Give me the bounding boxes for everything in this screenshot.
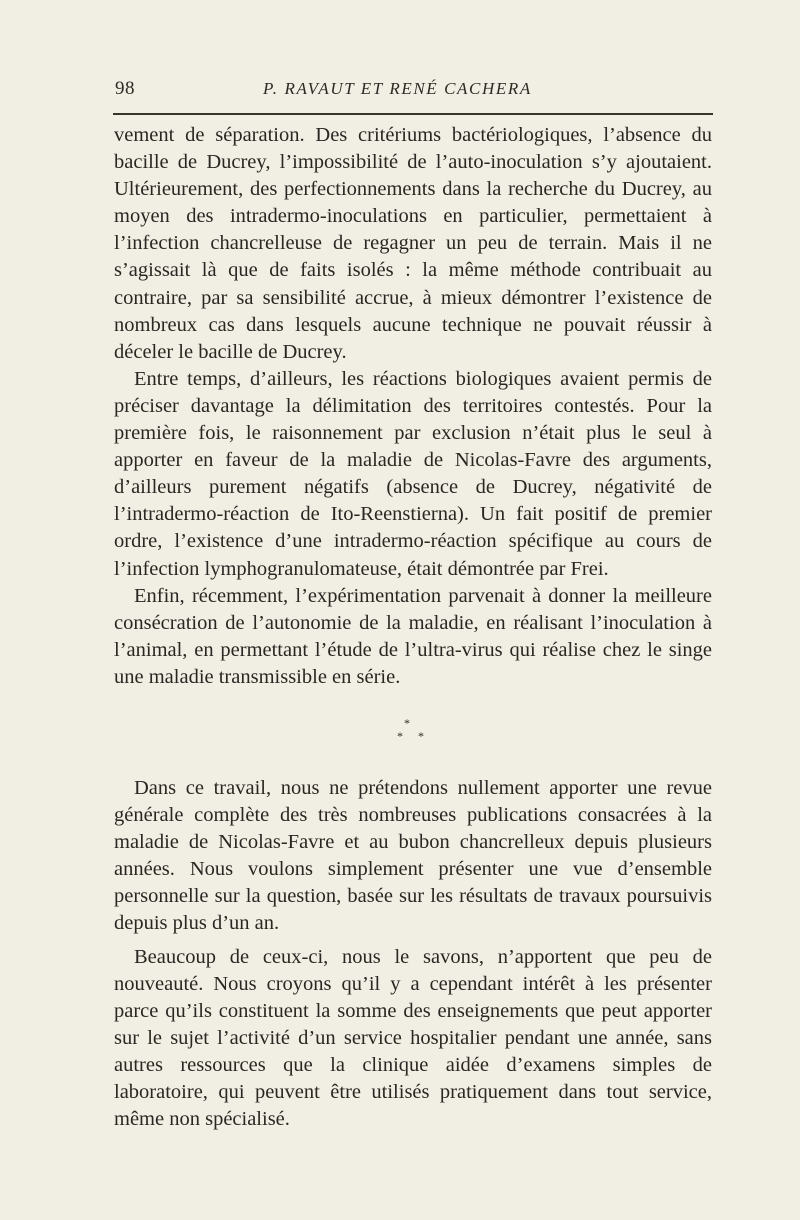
page-number: 98 bbox=[115, 78, 135, 99]
paragraph-5: Beaucoup de ceux-ci, nous le savons, n’apportent que peu de nouveauté. Nous croyons qu’il y a cependant intérêt à les présenter parce qu’ils constituent la somme des enseignements que peut apporter sur le sujet l’activité d’un service hospitalier pendant une année, sans autres ressources que la clinique aidée d’examens simples de laboratoire, qui peuvent être utilisés pratiquement dans tout service, même non spécialisé. bbox=[114, 945, 712, 1131]
page-header bbox=[113, 76, 713, 104]
asterism-top: * bbox=[404, 715, 410, 730]
paragraph-3: Enfin, récemment, l’expérimentation parvenait à donner la meilleure consécration de l’autonomie de la maladie, en réalisant l’inoculation à l’animal, en permettant l’étude de l’ultra-virus qui réalise chez le singe une maladie transmissible en série. bbox=[114, 584, 712, 688]
header-rule bbox=[113, 113, 713, 115]
running-head: P. RAVAUT ET RENÉ CACHERA bbox=[263, 79, 532, 98]
body-text bbox=[114, 122, 712, 1133]
paragraph-1: vement de séparation. Des critériums bactériologiques, l’absence du bacille de Ducrey, l’impossibilité de l’auto-inoculation s’y ajoutaient. Ultérieurement, des perfectionnements dans la recherche du Ducrey, au moyen des intradermo-inoculations en particulier, permettaient à l’infection chancrelleuse de regagner un peu de terrain. Mais il ne s’agissait là que de faits isolés : la même méthode contribuait au contraire, par sa sensibilité accrue, à mieux démontrer l’existence de nombreux cas dans lesquels aucune technique ne pouvait réussir à déceler le bacille de Ducrey. bbox=[114, 124, 712, 363]
paragraph-4: Dans ce travail, nous ne prétendons nullement apporter une revue générale complète des très nombreuses publications consacrées à la maladie de Nicolas-Favre et au bubon chancrelleux depuis plusieurs années. Nous voulons simplement présenter une vue d’ensemble personnelle sur la question, basée sur les résultats de travaux poursuivis depuis plus d’un an. bbox=[114, 776, 712, 935]
section-asterism bbox=[114, 691, 712, 775]
paragraph-2: Entre temps, d’ailleurs, les réactions biologiques avaient permis de préciser davantage la délimitation des territoires contestés. Pour la première fois, le raisonnement par exclusion n’était plus le seul à apporter en faveur de la maladie de Nicolas-Favre des arguments, d’ailleurs purement négatifs (absence de Ducrey, négativité de l’intradermo-réaction de Ito-Reenstierna). Un fait positif de premier ordre, l’existence d’une intradermo-réaction spécifique au cours de l’infection lymphogranulomateuse, était démontrée par Frei. bbox=[114, 367, 712, 580]
asterism-bottom: * * bbox=[397, 728, 430, 743]
